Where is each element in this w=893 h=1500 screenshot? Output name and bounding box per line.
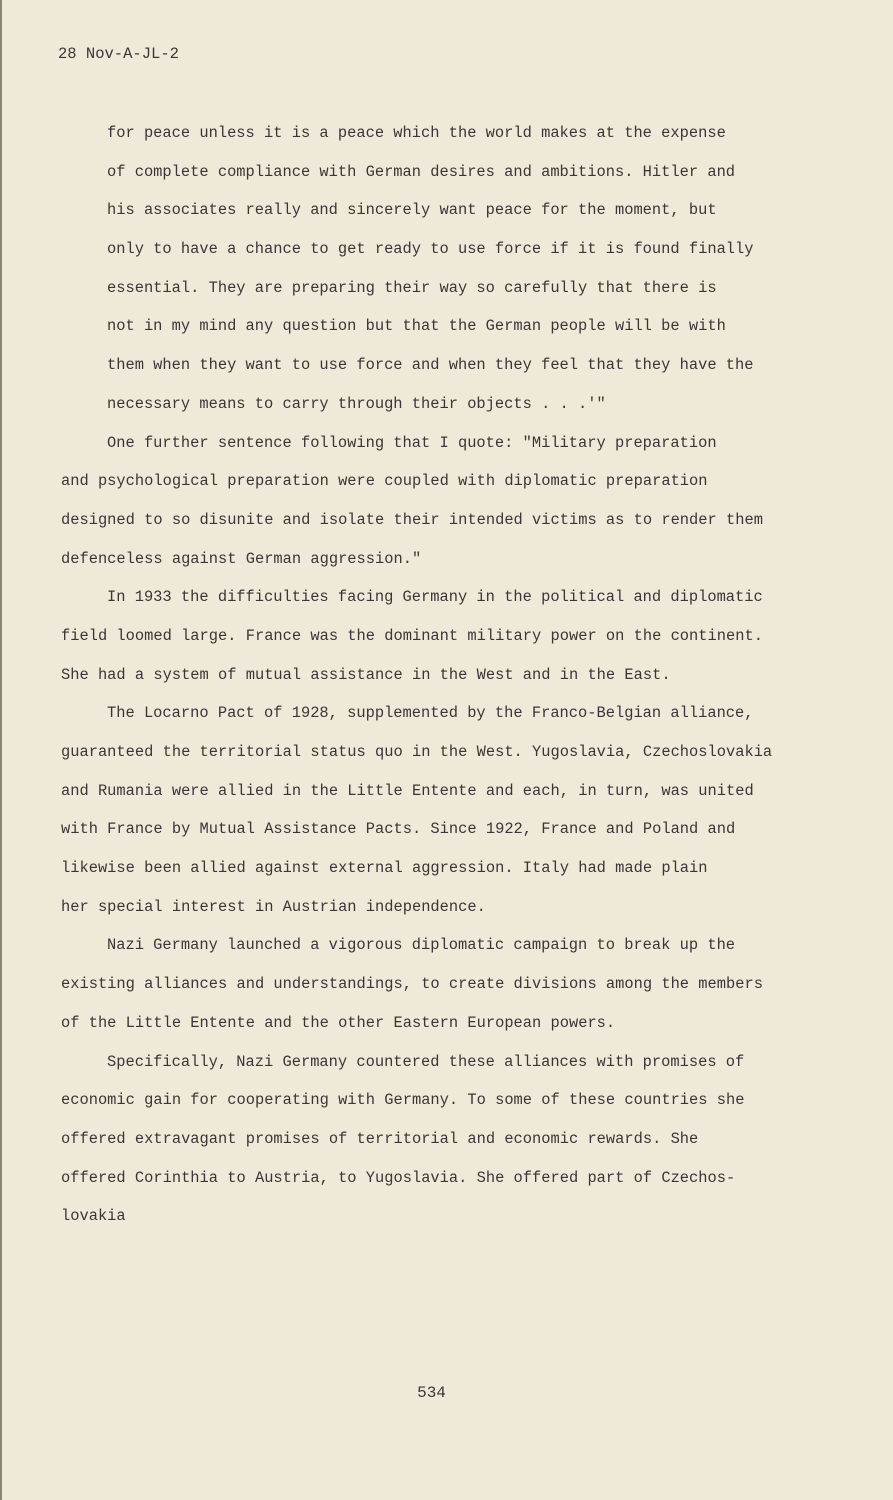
text-line: Specifically, Nazi Germany countered these alliances with promises of: [107, 1052, 745, 1071]
page-number-container: [0, 1384, 893, 1402]
text-line: his associates really and sincerely want peace for the moment, but: [107, 201, 717, 220]
text-line: not in my mind any question but that the German people will be with: [107, 317, 726, 336]
text-line: with France by Mutual Assistance Pacts. Since 1922, France and Poland and: [61, 820, 736, 839]
text-line: only to have a chance to get ready to use force if it is found finally: [107, 240, 754, 259]
text-line: existing alliances and understandings, to create divisions among the members: [61, 975, 763, 994]
text-line: She had a system of mutual assistance in the West and in the East.: [61, 665, 671, 684]
text-line: Nazi Germany launched a vigorous diplomatic campaign to break up the: [107, 936, 736, 955]
text-line: guaranteed the territorial status quo in the West. Yugoslavia, Czechoslovakia: [61, 743, 773, 761]
text-line: them when they want to use force and when they feel that they have the: [107, 356, 754, 375]
text-line: One further sentence following that I quote: "Military preparation: [107, 433, 717, 452]
text-line: essential. They are preparing their way so carefully that there is: [107, 278, 717, 297]
text-line: offered extravagant promises of territorial and economic rewards. She: [61, 1129, 699, 1148]
document-body: [61, 114, 851, 1236]
page-edge: [0, 0, 2, 1500]
text-line: In 1933 the difficulties facing Germany in the political and diplomatic: [107, 588, 763, 607]
page-header-code: 28 Nov-A-JL-2: [58, 45, 179, 63]
text-line: her special interest in Austrian independence.: [61, 897, 486, 916]
text-line: of complete compliance with German desires and ambitions. Hitler and: [107, 162, 736, 181]
text-line: economic gain for cooperating with Germany. To some of these countries she: [61, 1091, 745, 1110]
text-line: lovakia: [61, 1207, 126, 1226]
page-number: 534: [417, 1384, 446, 1402]
text-line: necessary means to carry through their objects . . .'": [107, 394, 606, 413]
text-line: of the Little Entente and the other Eastern European powers.: [61, 1013, 616, 1032]
text-line: The Locarno Pact of 1928, supplemented by the Franco-Belgian alliance,: [107, 704, 754, 723]
text-line: field loomed large. France was the dominant military power on the continent.: [61, 626, 763, 645]
text-line: likewise been allied against external aggression. Italy had made plain: [61, 859, 708, 878]
text-line: and psychological preparation were coupled with diplomatic preparation: [61, 472, 708, 491]
text-line: defenceless against German aggression.": [61, 549, 422, 568]
text-line: offered Corinthia to Austria, to Yugoslavia. She offered part of Czechos-: [61, 1168, 736, 1187]
text-line: for peace unless it is a peace which the world makes at the expense: [107, 124, 726, 142]
text-line: designed to so disunite and isolate their intended victims as to render them: [61, 510, 763, 529]
text-line: and Rumania were allied in the Little Entente and each, in turn, was united: [61, 781, 754, 800]
